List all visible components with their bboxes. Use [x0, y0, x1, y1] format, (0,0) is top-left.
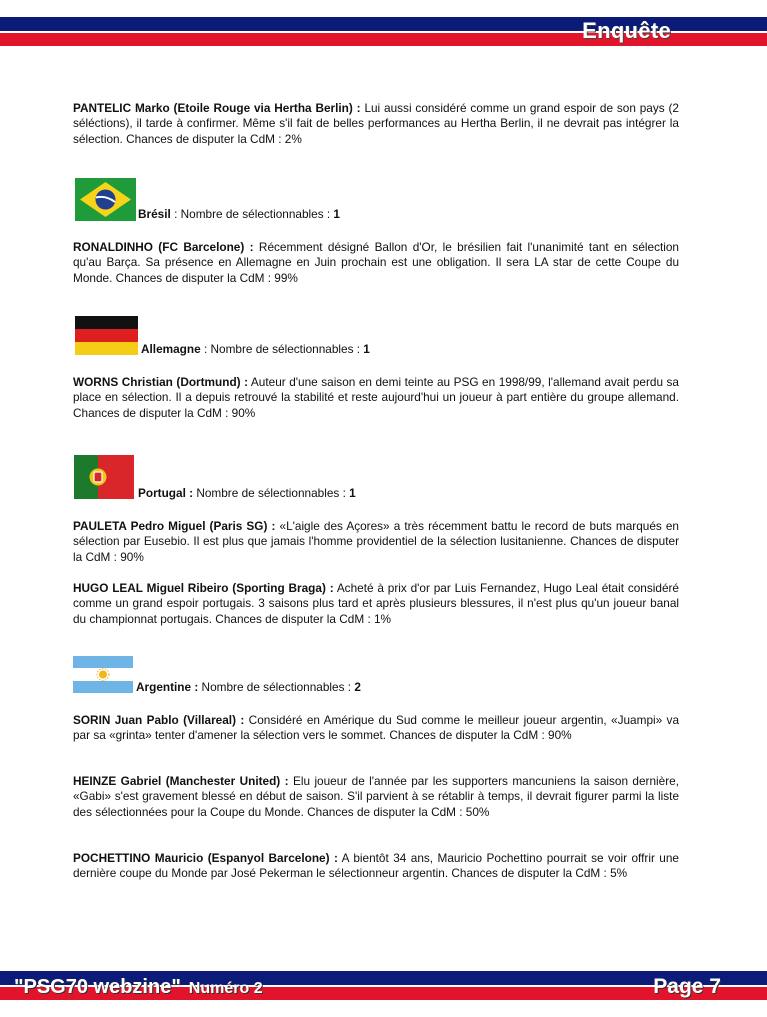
player-name: POCHETTINO Mauricio (Espanyol Barcelone) :	[73, 851, 338, 865]
webzine-name: "PSG70 webzine"	[14, 976, 181, 998]
country-heading-germany	[73, 316, 473, 357]
country-heading-brazil	[73, 178, 473, 222]
player-name: SORIN Juan Pablo (Villareal) :	[73, 713, 245, 727]
player-paragraph	[73, 240, 679, 286]
player-text: Récemment désigné Ballon d'Or, le brésilien fait l'unanimité tant en sélection qu'au Barça. Sa présence en Allemagne en Juin prochain est une obligation. Il sera LA star de cette Coupe du Monde. Chances de disputer la CdM : 99%	[73, 240, 679, 285]
player-paragraph	[73, 774, 679, 820]
selection-count: 1	[333, 207, 340, 221]
country-label: Portugal : Nombre de sélectionnables : 1	[138, 486, 356, 500]
section-title: Enquête	[582, 18, 671, 43]
player-text: Acheté à prix d'or par Luis Fernandez, Hugo Leal était considéré comme un grand espoir portugais. 3 saisons plus tard et après plusieurs blessures, il n'est plus qu'un joueur banal du championnat portugais. Chances de disputer la CdM : 1%	[73, 581, 679, 626]
player-paragraph	[73, 713, 679, 744]
selection-count: 1	[349, 486, 356, 500]
player-name: PANTELIC Marko (Etoile Rouge via Hertha Berlin) :	[73, 101, 361, 115]
player-name: HEINZE Gabriel (Manchester United) :	[73, 774, 289, 788]
player-paragraph	[73, 101, 679, 147]
country-heading-portugal	[73, 455, 473, 501]
country-label: Argentine : Nombre de sélectionnables : 2	[136, 680, 361, 694]
player-name: RONALDINHO (FC Barcelone) :	[73, 240, 254, 254]
selection-count: 2	[354, 680, 361, 694]
player-paragraph	[73, 581, 679, 627]
portugal-flag-icon	[74, 455, 134, 499]
germany-flag-icon	[75, 316, 138, 355]
player-paragraph	[73, 375, 679, 421]
player-paragraph	[73, 519, 679, 565]
country-heading-argentina	[73, 656, 473, 695]
selection-count: 1	[363, 342, 370, 356]
country-label: Allemagne : Nombre de sélectionnables : 1	[141, 342, 370, 356]
player-text: Elu joueur de l'année par les supporters mancuniens la saison dernière, «Gabi» s'est gravement blessé en début de saison. S'il parvient à se rétablir à temps, il devrait figurer parmi la liste des sélectionnées pour la Coupe du Monde. Chances de disputer la CdM : 50%	[73, 774, 679, 819]
player-text: «L'aigle des Açores» a très récemment battu le record de buts marqués en sélection par Eusebio. Il est plus que jamais l'homme providentiel de la sélection lusitanienne. Chances de disputer la CdM : 90%	[73, 519, 679, 564]
issue-number: Numéro 2	[188, 980, 263, 997]
brazil-flag-icon	[75, 178, 136, 221]
player-name: WORNS Christian (Dortmund) :	[73, 375, 249, 389]
player-text: A bientôt 34 ans, Mauricio Pochettino pourrait se voir offrir une dernière coupe du Monde par José Pekerman le sélectionneur argentin. Chances de disputer la CdM : 5%	[73, 851, 679, 881]
player-paragraph	[73, 851, 679, 882]
argentina-flag-icon	[73, 656, 133, 693]
country-label: Brésil : Nombre de sélectionnables : 1	[138, 207, 340, 221]
footer-webzine-title	[14, 975, 263, 1001]
player-name: HUGO LEAL Miguel Ribeiro (Sporting Braga) :	[73, 581, 334, 595]
player-text: Lui aussi considéré comme un grand espoir de son pays (2 séléctions), il tarde à confirmer. Même s'il fait de belles performances au Hertha Berlin, il ne devrait pas intégrer la sélection. Chances de disputer la CdM : 2%	[73, 101, 679, 146]
page-number: Page 7	[653, 975, 721, 998]
player-text: Considéré en Amérique du Sud comme le meilleur joueur argentin, «Juampi» va par sa «grinta» tenter d'amener la sélection vers le sommet. Chances de disputer la CdM : 90%	[73, 713, 680, 743]
player-name: PAULETA Pedro Miguel (Paris SG) :	[73, 519, 276, 533]
player-text: Auteur d'une saison en demi teinte au PSG en 1998/99, l'allemand avait perdu sa place en sélection. Il a depuis retrouvé la stabilité et reste aujourd'hui un joueur à part entière du groupe allemand. Chances de disputer la CdM : 90%	[73, 375, 679, 420]
